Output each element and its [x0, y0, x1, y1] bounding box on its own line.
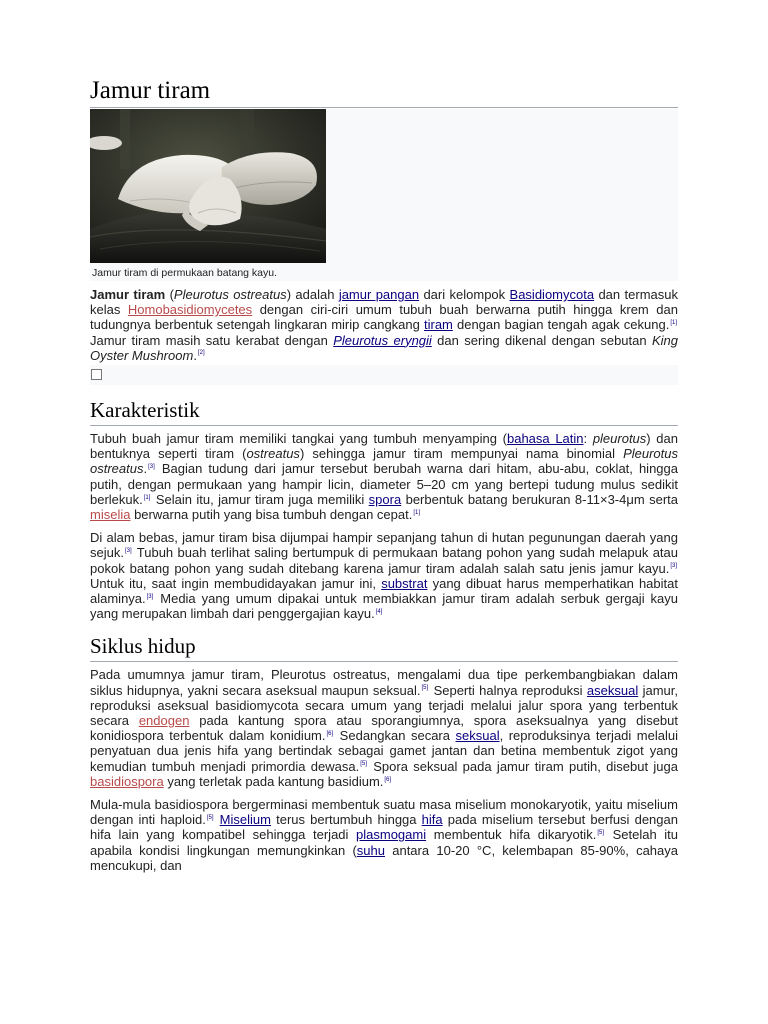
link-miselia[interactable]: miselia: [90, 507, 131, 523]
link-pleurotus-eryngii[interactable]: [333, 333, 432, 348]
text: membentuk hifa dikaryotik.: [426, 827, 597, 843]
link-endogen[interactable]: endogen: [138, 713, 190, 729]
link-text: Pleurotus eryngii: [333, 332, 432, 348]
reference-link[interactable]: [1]: [143, 494, 151, 501]
karakteristik-paragraph-1: [90, 431, 678, 522]
link-plasmogami[interactable]: plasmogami: [356, 827, 427, 843]
mushroom-photo[interactable]: [90, 109, 326, 263]
infobox-figure: [90, 109, 678, 281]
article-content: [90, 76, 678, 873]
text: :: [583, 431, 593, 447]
text: Tubuh buah terlihat saling bertumpuk di permukaan batang pohon yang sudah melapuk atau pokok batang pohon yang sudah ditebang karena jamur tiram adalah salah satu jenis jamur kayu.: [90, 545, 678, 576]
text: Sedangkan secara: [334, 728, 456, 744]
text: pada kantung spora atau sporangiumnya, spora aseksualnya yang disebut konidiospora terbentuk dalam konidium.: [90, 713, 679, 744]
text: berbentuk batang berukuran 8-11×3-4μm serta: [401, 491, 678, 507]
collapsible-box: [90, 365, 678, 385]
text: Untuk itu, saat ingin membudidayakan jamur ini,: [90, 575, 382, 591]
link-hifa[interactable]: hifa: [421, 812, 443, 828]
text: Jamur tiram masih satu kerabat dengan: [90, 332, 334, 348]
figure-caption: Jamur tiram di permukaan batang kayu.: [92, 267, 278, 279]
section-heading-siklus-hidup: Siklus hidup: [90, 633, 678, 662]
reference-link[interactable]: [1]: [670, 320, 677, 327]
link-aseksual[interactable]: aseksual: [586, 682, 639, 698]
reference-link[interactable]: [5]: [421, 685, 429, 692]
text: dan termasuk kelas: [90, 287, 678, 318]
text: Spora seksual pada jamur tiram putih, disebut juga: [367, 758, 678, 774]
text: jamur, reproduksi aseksual basidiomycota secara umum yang terjadi melalui jalur spora yang terbentuk secara: [90, 682, 678, 729]
link-bahasa-latin[interactable]: bahasa Latin: [506, 431, 584, 447]
text: Seperti halnya reproduksi: [429, 682, 587, 698]
text: Mula-mula basidiospora bergerminasi membentuk suatu masa miselium monokaryotik, yaitu miselium dengan inti haploid.: [90, 797, 678, 828]
italic-text: ostreatus: [246, 446, 300, 462]
italic-text: Pleurotus ostreatus: [90, 446, 678, 477]
link-basidiospora[interactable]: basidiospora: [90, 773, 164, 789]
text: ) adalah: [286, 287, 339, 302]
link-substrat[interactable]: substrat: [381, 575, 428, 591]
reference-link[interactable]: [3]: [670, 563, 677, 570]
siklus-paragraph-2: [90, 797, 678, 873]
link-seksual[interactable]: seksual: [455, 728, 500, 744]
text: (: [165, 287, 174, 302]
text: berwarna putih yang bisa tumbuh dengan cepat.: [130, 507, 413, 523]
text: pada miselium tersebut berfusi dengan hifa lain yang kompatibel sehingga terjadi: [90, 812, 678, 843]
text: Pada umumnya jamur tiram, Pleurotus ostreatus, mengalami dua tipe perkembangbiakan dalam siklus hidupnya, yakni secara aseksual maupun seksual.: [90, 667, 678, 698]
text: .: [193, 347, 197, 363]
link-miselium[interactable]: Miselium: [219, 812, 271, 828]
italic-text: King Oyster Mushroom: [90, 332, 679, 363]
reference-link[interactable]: [5]: [597, 830, 604, 837]
text: ) sehingga jamur tiram mempunyai nama binomial: [299, 446, 624, 462]
text: dan sering dikenal dengan sebutan: [431, 332, 652, 348]
reference-link[interactable]: [6]: [384, 776, 392, 783]
link-homobasidiomycetes[interactable]: Homobasidiomycetes: [127, 302, 253, 318]
text: yang terletak pada kantung basidium.: [163, 773, 384, 789]
checkbox-icon[interactable]: [91, 369, 102, 380]
text: terus bertumbuh hingga: [270, 812, 422, 828]
text: antara 10-20 °C, kelembapan 85-90%, cahaya mencukupi, dan: [90, 842, 678, 873]
text: Di alam bebas, jamur tiram bisa dijumpai hampir sepanjang tahun di hutan pegunungan daerah yang sejuk.: [90, 530, 678, 561]
reference-link[interactable]: [3]: [124, 548, 132, 555]
link-basidiomycota[interactable]: Basidiomycota: [509, 287, 595, 302]
text: Tubuh buah jamur tiram memiliki tangkai yang tumbuh menyamping (: [90, 431, 507, 447]
link-tiram[interactable]: tiram: [423, 317, 453, 333]
italic-text: pleurotus: [592, 431, 647, 447]
italic-text: Pleurotus ostreatus: [173, 287, 287, 302]
text: .: [143, 461, 148, 477]
link-spora[interactable]: spora: [368, 491, 402, 507]
reference-link[interactable]: [5]: [206, 814, 214, 821]
siklus-paragraph-1: [90, 667, 678, 789]
section-heading-karakteristik: Karakteristik: [90, 397, 678, 426]
text: dari kelompok: [419, 287, 510, 302]
text: Setelah itu apabila kondisi lingkungan memungkinkan (: [90, 827, 679, 858]
reference-link[interactable]: [2]: [197, 350, 205, 357]
link-jamur-pangan[interactable]: jamur pangan: [338, 287, 420, 302]
karakteristik-paragraph-2: [90, 530, 678, 621]
text: yang dibuat harus memperhatikan habitat alaminya.: [90, 575, 678, 607]
page-title: Jamur tiram: [90, 76, 678, 108]
reference-link[interactable]: [5]: [360, 761, 367, 768]
link-suhu[interactable]: suhu: [356, 842, 385, 858]
text: , reproduksinya terjadi melalui penyatuan dua jenis hifa yang bertindak sebagai gamet jantan dan betina membentuk zigot yang kemudian tumbuh menjadi primordia dewasa.: [90, 728, 678, 774]
text: Selain itu, jamur tiram juga memiliki: [151, 491, 369, 507]
intro-bold-term: Jamur tiram: [90, 287, 166, 302]
intro-paragraph: [90, 287, 678, 363]
reference-link[interactable]: [6]: [326, 730, 334, 737]
reference-link[interactable]: [3]: [146, 593, 154, 600]
text: Media yang umum dipakai untuk membiakkan jamur tiram adalah serbuk gergaji kayu yang merupakan limbah dari penggergajian kayu.: [90, 591, 678, 622]
text: ) dan bentuknya seperti tiram (: [90, 431, 678, 462]
reference-link[interactable]: [1]: [413, 509, 421, 516]
reference-link[interactable]: [3]: [148, 464, 155, 471]
reference-link[interactable]: [4]: [375, 608, 383, 615]
text: Bagian tudung dari jamur tersebut berubah warna dari hitam, abu-abu, coklat, hingga putih, dengan permukaan yang hampir licin, diameter 5–20 cm yang bertepi tudung mulus sedikit berlekuk.: [90, 461, 678, 507]
text: dengan bagian tengah agak cekung.: [452, 317, 670, 333]
text: dengan ciri-ciri umum tubuh buah berwarna putih hingga krem dan tudungnya berbentuk setengah lingkaran mirip cangkang: [90, 302, 678, 333]
oyster-mushroom-image: [90, 109, 326, 263]
